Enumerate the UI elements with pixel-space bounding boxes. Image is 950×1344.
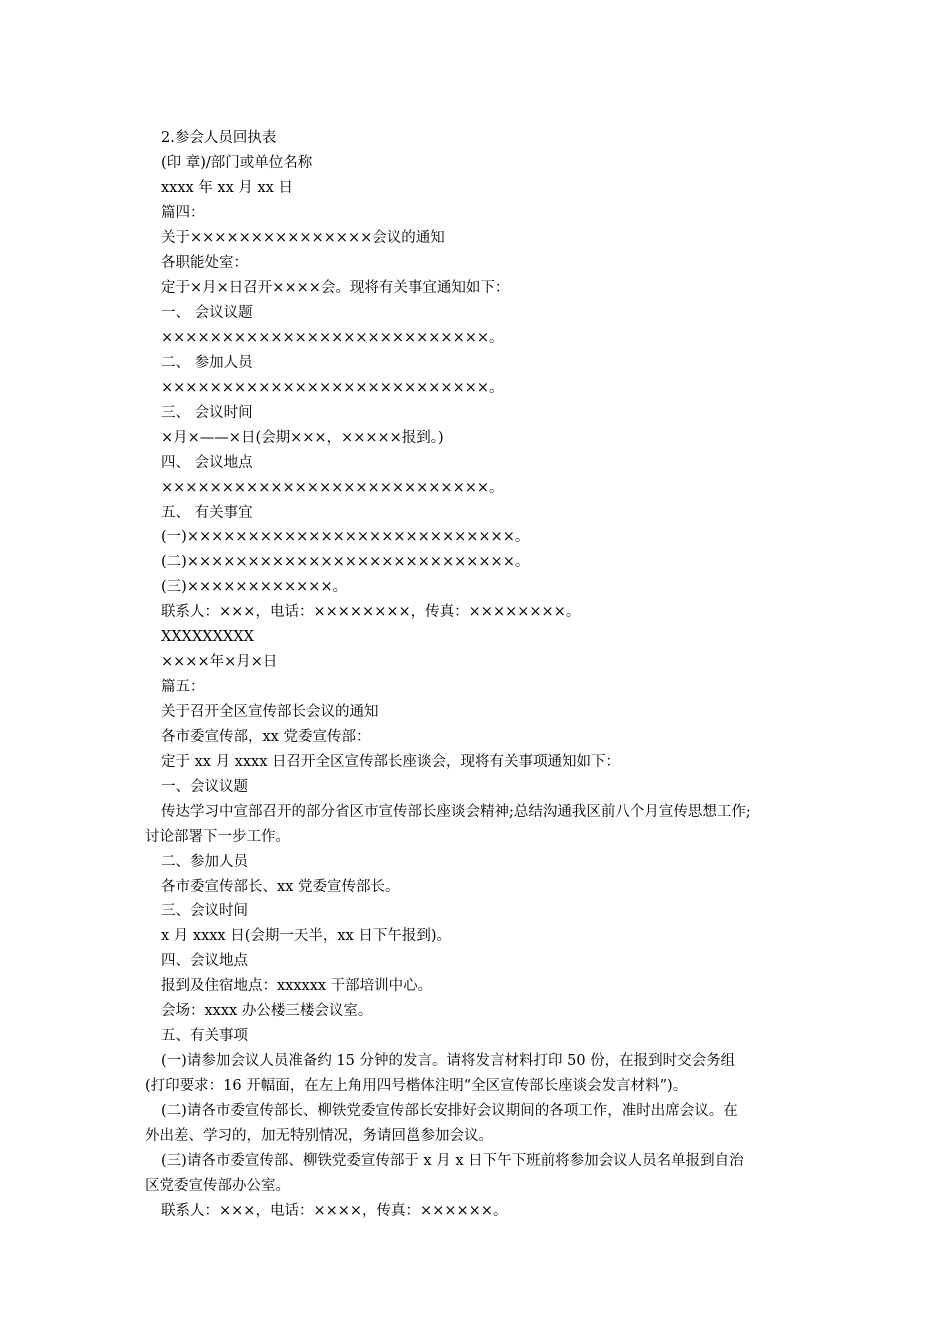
text-line: 外出差、学习的，加无特别情况，务请回邕参加会议。: [145, 1128, 493, 1144]
item-heading: 一、会议议题: [161, 779, 248, 795]
text-line: 定于×月×日召开××××会。现将有关事宜通知如下：: [161, 280, 510, 296]
date-line: ××××年×月×日: [161, 654, 278, 670]
text-line: (三)××××××××××××。: [161, 579, 348, 595]
text-line: ×××××××××××××××××××××××××××。: [161, 380, 504, 396]
item-heading: 一、 会议议题: [161, 305, 253, 321]
text-line: 传达学习中宣部召开的部分省区市宣传部长座谈会精神;总结沟通我区前八个月宣传思想工作;: [161, 804, 751, 820]
section-heading: 篇五：: [161, 679, 205, 695]
item-heading: 四、 会议地点: [161, 455, 253, 471]
text-line: (二)请各市委宣传部长、柳铁党委宣传部长安排好会议期间的各项工作，准时出席会议。在: [161, 1103, 738, 1119]
item-heading: 五、 有关事宜: [161, 505, 253, 521]
text-line: 定于 xx 月 xxxx 日召开全区宣传部长座谈会，现将有关事项通知如下：: [161, 754, 620, 770]
text-line: 2.参会人员回执表: [161, 130, 277, 146]
text-line: ×××××××××××××××××××××××××××。: [161, 330, 504, 346]
text-line: 各市委宣传部长、xx 党委宣传部长。: [161, 879, 400, 895]
text-line: 各职能处室：: [161, 255, 248, 271]
text-line: ×月×——×日(会期×××，×××××报到。): [161, 430, 444, 446]
item-heading: 三、 会议时间: [161, 405, 253, 421]
item-heading: 四、会议地点: [161, 953, 248, 969]
text-line: 会场：xxxx 办公楼三楼会议室。: [161, 1003, 373, 1019]
signature-line: XXXXXXXXX: [161, 629, 254, 645]
item-heading: 二、 参加人员: [161, 355, 253, 371]
text-line: 讨论部署下一步工作。: [145, 829, 290, 845]
text-line: (印 章)/部门或单位名称: [161, 155, 313, 171]
text-line: ×××××××××××××××××××××××××××。: [161, 480, 504, 496]
text-line: x 月 xxxx 日(会期一天半，xx 日下午报到)。: [161, 928, 451, 944]
notice-title: 关于召开全区宣传部长会议的通知: [161, 704, 379, 720]
text-line: (二)×××××××××××××××××××××××××××。: [161, 554, 530, 570]
text-line: 各市委宣传部，xx 党委宣传部：: [161, 729, 371, 745]
item-heading: 二、参加人员: [161, 854, 248, 870]
text-line: 区党委宣传部办公室。: [145, 1178, 290, 1194]
item-heading: 三、会议时间: [161, 903, 248, 919]
text-line: 报到及住宿地点：xxxxxx 干部培训中心。: [161, 978, 433, 994]
contact-line: 联系人：×××，电话：××××××××，传真：××××××××。: [161, 604, 581, 620]
notice-title: 关于×××××××××××××××会议的通知: [161, 230, 445, 246]
text-line: (打印要求：16 开幅面，在左上角用四号楷体注明“全区宣传部长座谈会发言材料”)。: [145, 1078, 688, 1094]
text-line: xxxx 年 xx 月 xx 日: [161, 180, 293, 196]
text-line: (一)请参加会议人员准备约 15 分钟的发言。请将发言材料打印 50 份，在报到时交会务组: [161, 1053, 736, 1069]
text-line: (一)×××××××××××××××××××××××××××。: [161, 529, 530, 545]
text-line: (三)请各市委宣传部、柳铁党委宣传部于 x 月 x 日下午下班前将参加会议人员名单报到自治: [161, 1153, 744, 1169]
section-heading: 篇四：: [161, 205, 205, 221]
item-heading: 五、有关事项: [161, 1028, 248, 1044]
contact-line: 联系人：×××，电话：××××，传真：××××××。: [161, 1203, 508, 1219]
